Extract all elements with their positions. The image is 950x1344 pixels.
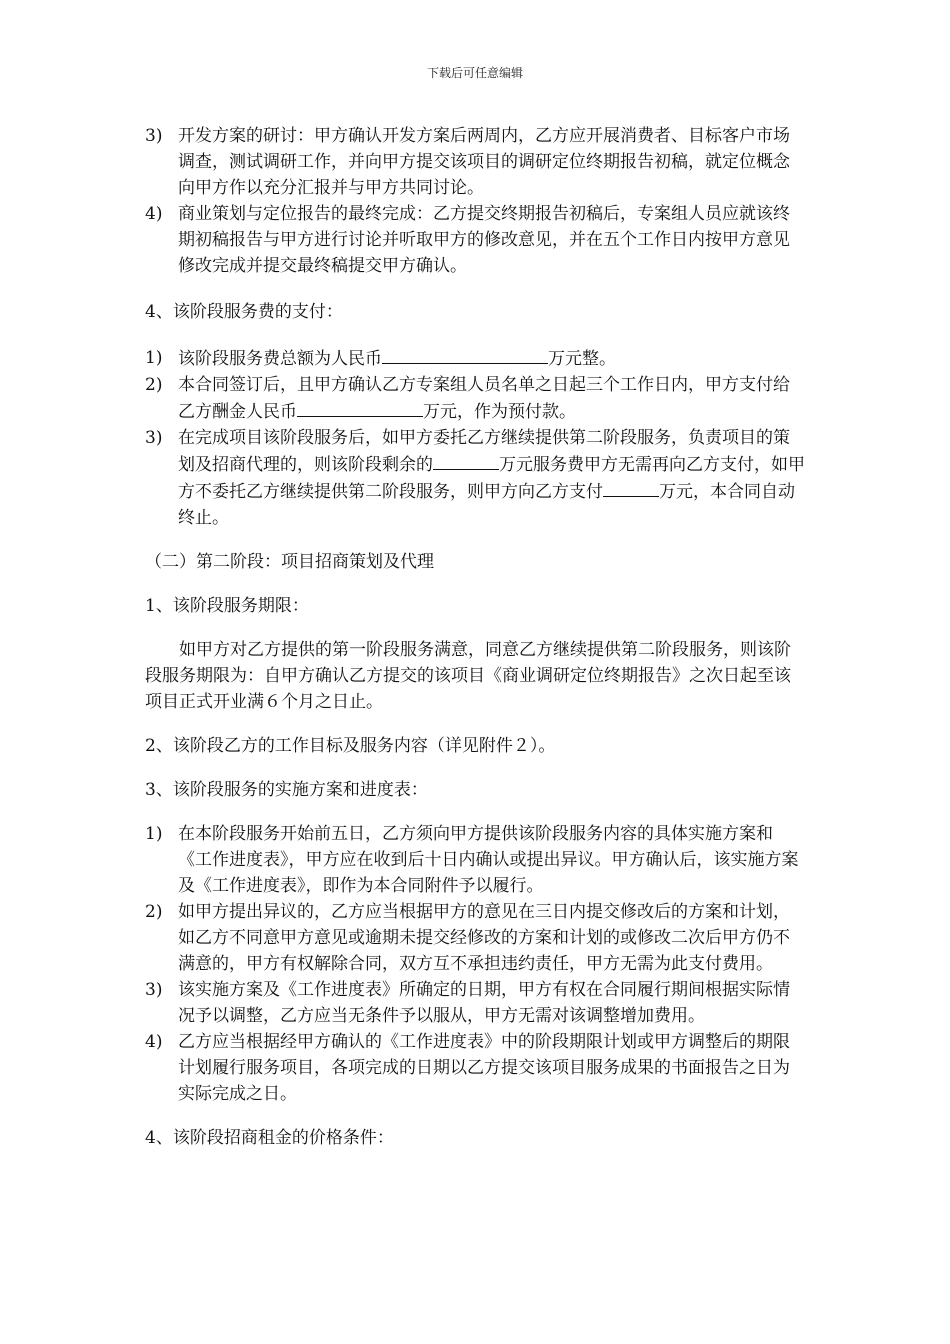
list-item bbox=[145, 1029, 805, 1107]
item-number: 2) bbox=[145, 902, 163, 922]
item-text-part: 万元整。 bbox=[548, 349, 616, 369]
section-heading-goals: 2、该阶段乙方的工作目标及服务内容（详见附件２）。 bbox=[145, 736, 556, 756]
list-item bbox=[145, 425, 805, 531]
item-text-part: 万元，本合同自动终止。 bbox=[178, 482, 795, 528]
section-heading-rent: 4、该阶段招商租金的价格条件： bbox=[145, 1128, 394, 1148]
item-number: 3) bbox=[145, 126, 163, 146]
section-heading-stage2: （二）第二阶段：项目招商策划及代理 bbox=[145, 552, 434, 572]
item-text: 商业策划与定位报告的最终完成：乙方提交终期报告初稿后，专案组人员应就该终期初稿报告与甲方进行讨论并听取甲方的修改意见，并在五个工作日内按甲方意见修改完成并提交最终稿提交甲方确认。 bbox=[178, 204, 790, 276]
term-paragraph: 如甲方对乙方提供的第一阶段服务满意，同意乙方继续提供第二阶段服务，则该阶段服务期限为：自甲方确认乙方提交的该项目《商业调研定位终期报告》之次日起至该项目正式开业满６个月之日止。 bbox=[145, 640, 791, 712]
list-item bbox=[145, 899, 805, 977]
list-item bbox=[145, 123, 805, 201]
stage1-plan-list bbox=[145, 123, 805, 279]
item-text: 在本阶段服务开始前五日，乙方须向甲方提供该阶段服务内容的具体实施方案和《工作进度表》，甲方应在收到后十日内确认或提出异议。甲方确认后，该实施方案及《工作进度表》，即作为本合同附件予以履行。 bbox=[178, 824, 799, 896]
item-text: 如甲方提出异议的，乙方应当根据甲方的意见在三日内提交修改后的方案和计划，如乙方不同意甲方意见或逾期未提交经修改的方案和计划的或修改二次后甲方仍不满意的，甲方有权解除合同，双方互不承担违约责任，甲方无需为此支付费用。 bbox=[178, 902, 790, 974]
section-heading-payment: 4、该阶段服务费的支付： bbox=[145, 302, 343, 322]
item-number: 1) bbox=[145, 824, 163, 844]
stage2-plan-list bbox=[145, 821, 805, 1107]
item-text: 乙方应当根据经甲方确认的《工作进度表》中的阶段期限计划或甲方调整后的期限计划履行服务项目，各项完成的日期以乙方提交该项目服务成果的书面报告之日为实际完成之日。 bbox=[178, 1032, 790, 1104]
page-header: 下载后可任意编辑 bbox=[426, 66, 523, 80]
item-number: 3) bbox=[145, 428, 163, 448]
item-text-part: 本合同签订后，且甲方确认乙方专案组人员名单之日起三个工作日内，甲方支付给乙方酬金人民币 bbox=[178, 375, 790, 422]
list-item bbox=[145, 977, 805, 1029]
document-body bbox=[145, 123, 805, 1151]
item-number: 3) bbox=[145, 980, 163, 1000]
fill-in-blank[interactable] bbox=[382, 345, 548, 364]
fill-in-blank[interactable] bbox=[433, 451, 499, 470]
section-heading-plan: 3、该阶段服务的实施方案和进度表： bbox=[145, 780, 428, 800]
item-number: 2) bbox=[145, 375, 163, 395]
list-item bbox=[145, 821, 805, 899]
item-text-part: 在完成项目该阶段服务后，如甲方委托乙方继续提供第二阶段服务，负责项目的策划及招商代理的，则该阶段剩余的 bbox=[178, 428, 790, 475]
item-text: 开发方案的研讨：甲方确认开发方案后两周内，乙方应开展消费者、目标客户市场调查，测试调研工作，并向甲方提交该项目的调研定位终期报告初稿，就定位概念向甲方作以充分汇报并与甲方共同讨论。 bbox=[178, 126, 790, 198]
list-item bbox=[145, 345, 805, 372]
item-text-part: 万元服务费甲方无需再向乙方支付，如甲方不委托乙方继续提供第二阶段服务，则甲方向乙方支付 bbox=[178, 455, 805, 502]
item-text bbox=[178, 345, 805, 372]
list-item bbox=[145, 372, 805, 425]
item-number: 4) bbox=[145, 204, 163, 224]
list-item bbox=[145, 201, 805, 279]
fill-in-blank[interactable] bbox=[603, 478, 659, 497]
item-text-part: 该阶段服务费总额为人民币 bbox=[178, 349, 382, 369]
section-heading-term: 1、该阶段服务期限： bbox=[145, 596, 309, 616]
item-number: 4) bbox=[145, 1032, 163, 1052]
item-number: 1) bbox=[145, 348, 163, 368]
item-text bbox=[178, 425, 805, 531]
item-text: 该实施方案及《工作进度表》所确定的日期，甲方有权在合同履行期间根据实际情况予以调整，乙方应当无条件予以服从，甲方无需对该调整增加费用。 bbox=[178, 980, 790, 1026]
fill-in-blank[interactable] bbox=[297, 398, 423, 417]
item-text bbox=[178, 372, 805, 425]
item-text-part: 万元，作为预付款。 bbox=[423, 402, 576, 422]
payment-list bbox=[145, 345, 805, 531]
